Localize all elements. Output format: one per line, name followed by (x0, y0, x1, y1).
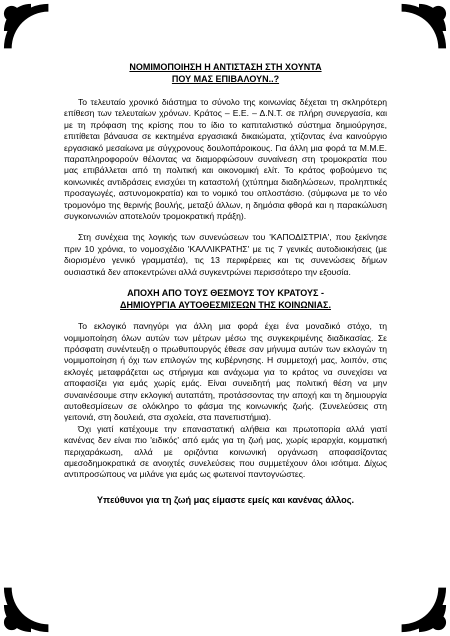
title-line-2: ΠΟΥ ΜΑΣ ΕΠΙΒΑΛΟΥΝ..? (171, 73, 280, 84)
section-heading-line-2: ΔΗΜΙΟΥΡΓΙΑ ΑΥΤΟΘΕΣΜΙΣΕΩΝ ΤΗΣ ΚΟΙΝΩΝΙΑΣ. (120, 299, 331, 310)
corner-ornament-bottom-right (390, 576, 448, 634)
paragraph-4: Όχι γιατί κατέχουμε την επαναστατική αλήθεια και πρωτοπορία αλλά γιατί κανένας δεν είναι πιο 'ειδικός' από εμάς για τη ζωή μας, χωρίς ιεραρχία, κομματική περιχαράκωση, αλλά με οριζόντια κοινωνική οργάνωση αποφασίζοντας αμεσοδημοκρατικά σε ανοιχτές συνελεύσεις που συμμετέχουν όλοι ισότιμα. Δίχως αντιπροσώπους να μιλάνε για εμάς ως φωτεινοί παντογνώστες. (64, 423, 387, 480)
paragraph-2: Στη συνέχεια της λογικής των συνενώσεων του 'ΚΑΠΟΔΙΣΤΡΙΑ', που ξεκίνησε πριν 10 χρόνια, το νομοσχέδιο 'ΚΑΛΛΙΚΡΑΤΗΣ' με τις 7 γενικές αυτοδιοικήσεις (με διορισμένο γενικό γραμματέα), τις 13 περιφέρειες και τις συνενώσεις δήμων ουσιαστικά δεν αποκεντρώνει αλλά συγκεντρώνει περισσότερο την εξουσία. (64, 232, 387, 277)
section-heading (64, 288, 387, 311)
corner-ornament-top-left (2, 2, 60, 60)
corner-ornament-top-right (390, 2, 448, 60)
document-title (64, 62, 387, 85)
document-body (64, 62, 387, 506)
paragraph-1: Το τελευταίο χρονικό διάστημα το σύνολο της κοινωνίας δέχεται τη σκληρότερη επίθεση των τελευταίων χρόνων. Κράτος – Ε.Ε. – Δ.Ν.Τ. σε πλήρη συνεργασία, και με τη πρόφαση της κρίσης που το ίδιο το καπιταλιστικό σύστημα δημιούργησε, επιτίθεται βάναυσα σε κεκτημένα εργασιακά δικαιώματα, χτίζοντας ένα καινούργιο εργασιακό μεσαίωνα με σύγχρονους δουλοπάροικους. Για άλλη μια φορά τα Μ.Μ.Ε. παραπληροφορούν θέλοντας να διαμορφώσουν συναίνεση στη τρομοκρατία που μας επιβάλλεται από τη πολιτική και οικονομική ελίτ. Το κράτος φοβούμενο τις κοινωνικές αντιδράσεις ενισχύει τη καταστολή (χτύπημα διαδηλώσεων, προληπτικές προσαγωγές, αστυνομοκρατία) και το νομικό του οπλοστάσιο. (σύμφωνα με το νέο τρομονόμο της θερινής βουλής, μεταξύ άλλων, η δημόσια φθορά και η παρακώλυση συγκοινωνιών αποτελούν τρομοκρατική πράξη). (64, 97, 387, 222)
corner-ornament-bottom-left (2, 576, 60, 634)
paragraph-3: Το εκλογικό πανηγύρι για άλλη μια φορά έχει ένα μοναδικό στόχο, τη νομιμοποίηση όλων αυτών των μέτρων μέσω της συγκεκριμένης διαδικασίας. Σε πρόσφατη συνέντευξη ο πρωθυπουργός έθεσε σαν μήνυμα αυτών των εκλογών τη νομιμοποίηση ή όχι των επιλογών της κυβέρνησης. Η συμμετοχή μας, λοιπόν, στις εκλογές μεταφράζεται ως στήριγμα και ανάχωμα για το κράτος να συνεχίσει να αποφασίζει για εμάς χωρίς εμάς. Είναι συνειδητή μας πολιτική θέση να μην συναινέσουμε στην εκλογική αυταπάτη, προτάσσοντας την αποχή και τη δημιουργία αυτοθεσμίσεων σε ολόκληρο το φάσμα της κοινωνικής ζωής. (Συνελεύσεις στη γειτονιά, στη δουλειά, στα σχολεία, στα πανεπιστήμια). (64, 321, 387, 423)
title-line-1: ΝΟΜΙΜΟΠΟΙΗΣΗ Η ΑΝΤΙΣΤΑΣΗ ΣΤΗ ΧΟΥΝΤΑ (129, 62, 322, 72)
closing-statement: Υπεύθυνοι για τη ζωή μας είμαστε εμείς και κανένας άλλος. (96, 494, 355, 505)
section-heading-line-1: ΑΠΟΧΗ ΑΠΟ ΤΟΥΣ ΘΕΣΜΟΥΣ ΤΟΥ ΚΡΑΤΟΥΣ - (127, 288, 324, 299)
